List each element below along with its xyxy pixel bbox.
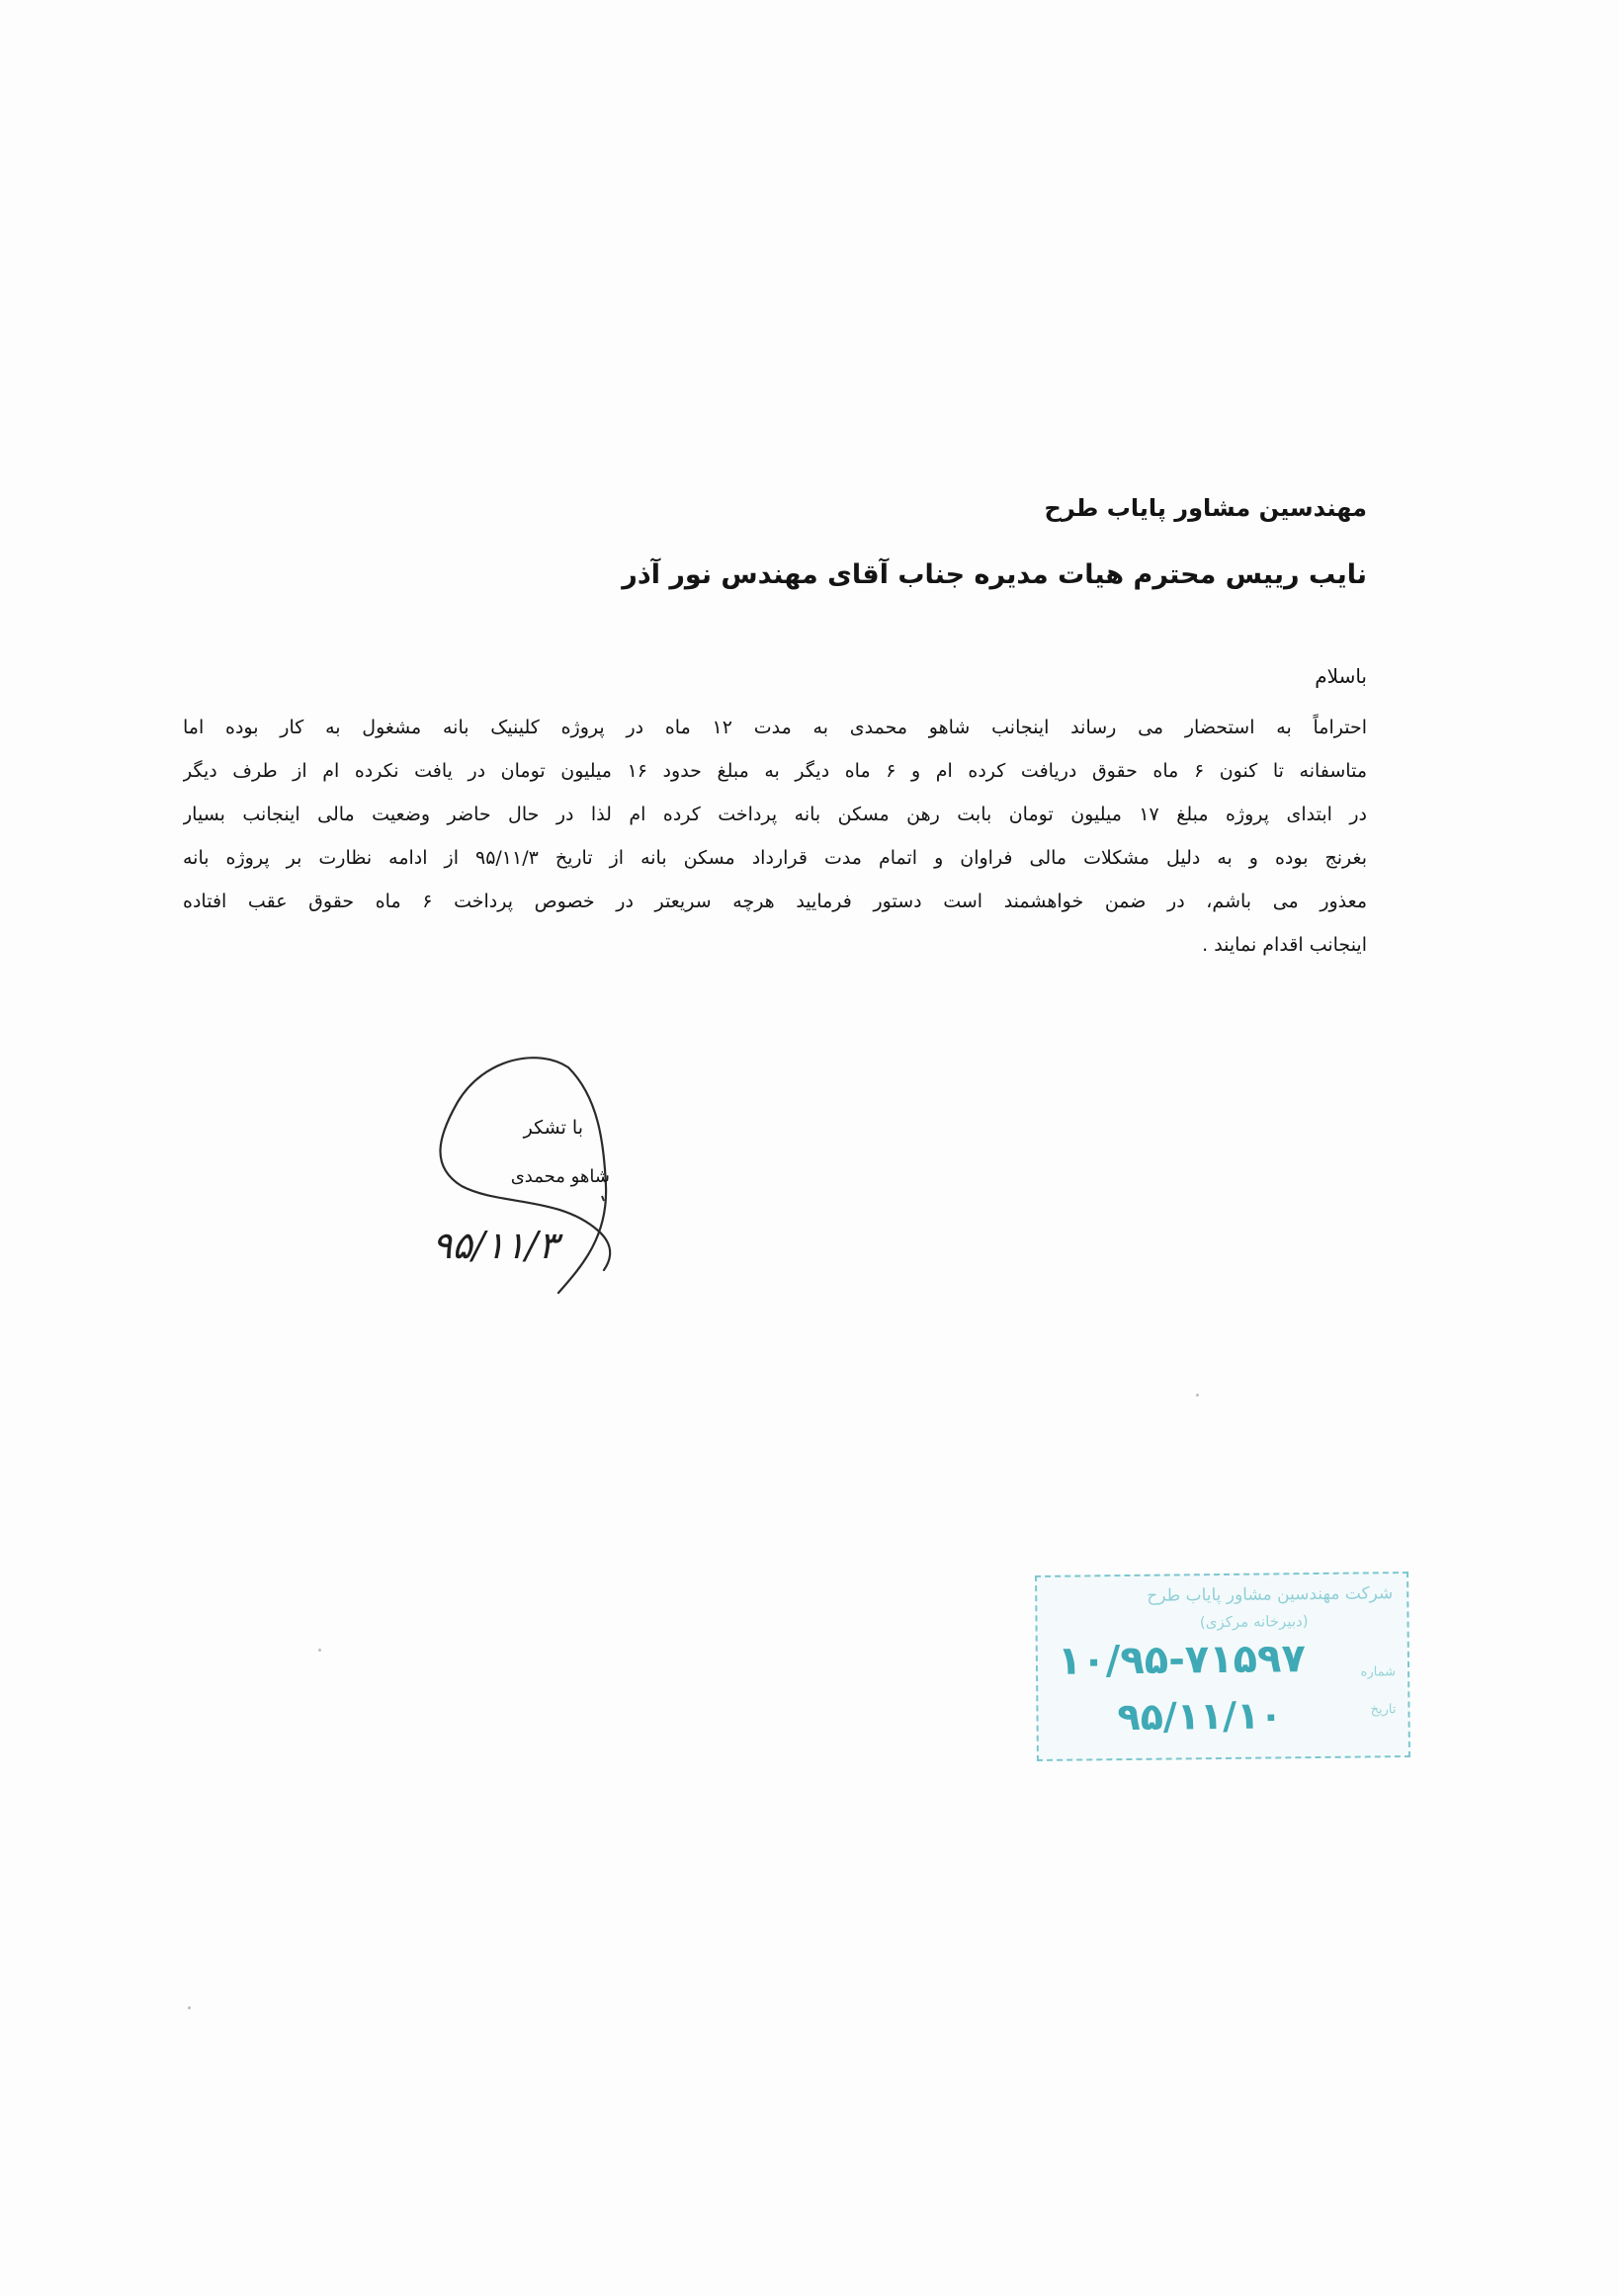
stamp-date-label: تاریخ — [1370, 1702, 1397, 1718]
signature-closing: با تشکر — [523, 1117, 583, 1139]
recipient-company: مهندسین مشاور پایاب طرح — [1044, 494, 1367, 522]
signature-name: شاهو محمدی — [510, 1166, 610, 1187]
stamp-date: ۹۵/۱۱/۱۰ — [1117, 1693, 1283, 1740]
scan-speck — [318, 1649, 321, 1652]
body-line: متاسفانه تا کنون ۶ ماه حقوق دریافت کرده ام و ۶ ماه دیگر به مبلغ حدود ۱۶ میلیون تومان در یافت نکرده ام از طرف دیگر — [183, 760, 1367, 782]
signature-date: ۹۵/۱۱/۳ — [432, 1224, 558, 1267]
registration-stamp — [1035, 1572, 1410, 1761]
recipient-title: نایب رییس محترم هیات مدیره جناب آقای مهندس نور آذر — [622, 559, 1367, 590]
letter-body — [183, 706, 1367, 967]
body-line: احتراماً به استحضار می رساند اینجانب شاهو محمدی به مدت ۱۲ ماه در پروژه کلینیک بانه مشغول به کار بوده اما — [183, 717, 1367, 738]
scan-speck — [188, 2006, 191, 2009]
stamp-number-label: شماره — [1360, 1664, 1397, 1680]
body-line: بغرنج بوده و به دلیل مشکلات مالی فراوان و اتمام مدت قرارداد مسکن بانه از تاریخ ۹۵/۱۱/۳ از ادامه نظارت بر پروژه بانه — [183, 847, 1367, 869]
stamp-number: ۱۰/۹۵-۷۱۵۹۷ — [1057, 1636, 1307, 1684]
greeting: باسلام — [1315, 664, 1367, 688]
scan-speck — [1196, 1394, 1199, 1397]
signature-block — [410, 1048, 638, 1305]
body-line: اینجانب اقدام نمایند . — [1202, 934, 1367, 956]
body-line: در ابتدای پروژه مبلغ ۱۷ میلیون تومان بابت رهن مسکن بانه پرداخت کرده ام لذا در حال حاضر وضعیت مالی اینجانب بسیار — [183, 804, 1367, 825]
stamp-unit: (دبیرخانه مرکزی) — [1199, 1612, 1309, 1632]
body-line: معذور می باشم، در ضمن خواهشمند است دستور فرمایید هرچه سریعتر در خصوص پرداخت ۶ ماه حقوق عقب افتاده — [183, 891, 1367, 912]
stamp-organization: شرکت مهندسین مشاور پایاب طرح — [1147, 1583, 1394, 1606]
